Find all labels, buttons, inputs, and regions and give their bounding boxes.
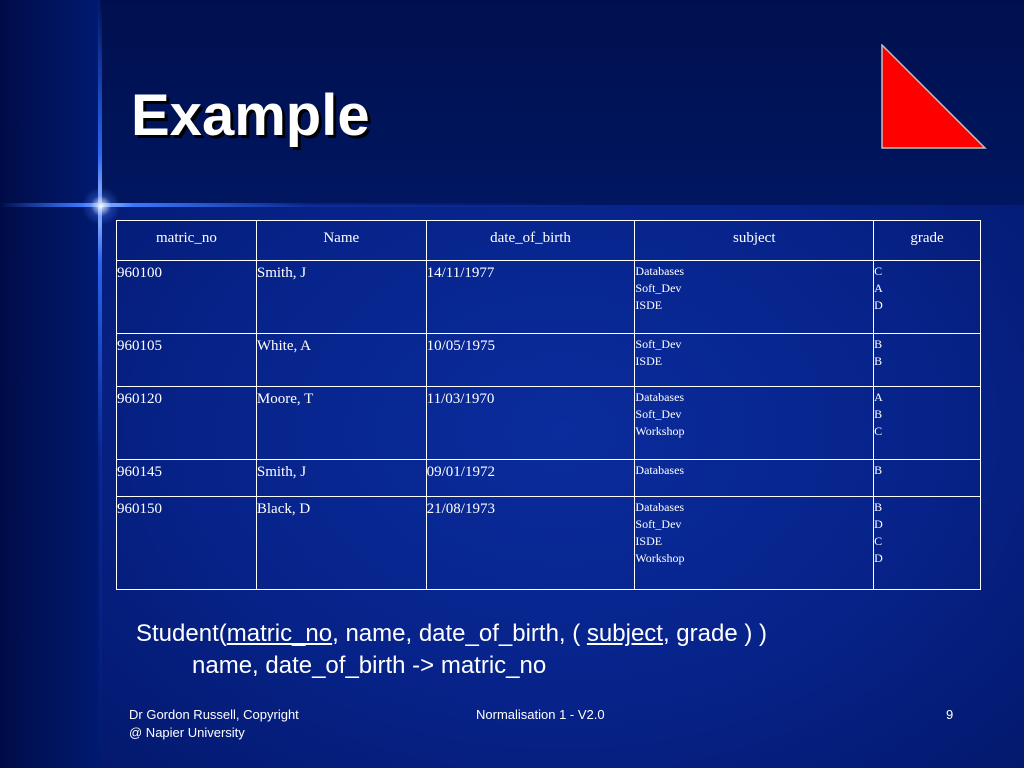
table-row <box>117 460 981 497</box>
subject-item: ISDE <box>635 534 663 548</box>
header-date-of-birth: date_of_birth <box>426 221 635 261</box>
footer-author-line2: @ Napier University <box>129 725 245 740</box>
cell-date-of-birth: 11/03/1970 <box>426 387 635 460</box>
subject-item: Databases <box>635 500 685 514</box>
grade-item: A <box>874 281 883 295</box>
cell-matric-no: 960145 <box>117 460 257 497</box>
cell-subjects <box>635 261 874 334</box>
grade-item: C <box>874 534 883 548</box>
subject-item: Databases <box>635 390 685 404</box>
cell-grades <box>874 497 981 590</box>
subject-item: ISDE <box>635 354 663 368</box>
subject-item: Soft_Dev <box>635 337 682 351</box>
red-triangle-icon <box>881 44 987 150</box>
table-row <box>117 261 981 334</box>
schema-key-subject: subject <box>586 620 663 647</box>
schema-suffix: , grade ) ) <box>662 620 768 647</box>
subject-item: Databases <box>635 264 685 278</box>
cell-matric-no: 960100 <box>117 261 257 334</box>
subject-item: Soft_Dev <box>635 407 682 421</box>
cell-name: Moore, T <box>256 387 426 460</box>
student-table <box>116 220 981 590</box>
cell-name: White, A <box>256 334 426 387</box>
cell-matric-no: 960150 <box>117 497 257 590</box>
footer-author <box>129 706 299 742</box>
cell-name: Smith, J <box>256 460 426 497</box>
grade-item: A <box>874 390 883 404</box>
footer-author-line1: Dr Gordon Russell, Copyright <box>129 707 299 722</box>
cell-date-of-birth: 09/01/1972 <box>426 460 635 497</box>
grade-item: B <box>874 354 883 368</box>
relation-schema <box>136 618 767 682</box>
cell-matric-no: 960105 <box>117 334 257 387</box>
cell-name: Black, D <box>256 497 426 590</box>
table-row <box>117 334 981 387</box>
horizontal-glow-line <box>0 203 1024 207</box>
page-number: 9 <box>946 707 954 722</box>
cell-subjects <box>635 497 874 590</box>
grade-item: B <box>874 463 883 477</box>
cell-date-of-birth: 21/08/1973 <box>426 497 635 590</box>
cell-date-of-birth: 14/11/1977 <box>426 261 635 334</box>
schema-key-matric-no: matric_no <box>226 620 333 647</box>
header-grade: grade <box>874 221 981 261</box>
cell-grades <box>874 460 981 497</box>
subject-item: Workshop <box>635 551 685 565</box>
cell-subjects <box>635 334 874 387</box>
grade-item: D <box>874 551 883 565</box>
cell-subjects <box>635 460 874 497</box>
grade-item: C <box>874 264 883 278</box>
cell-name: Smith, J <box>256 261 426 334</box>
schema-middle: , name, date_of_birth, ( <box>332 620 587 647</box>
grade-item: D <box>874 298 883 312</box>
subject-item: Workshop <box>635 424 685 438</box>
grade-item: D <box>874 517 883 531</box>
grade-item: C <box>874 424 883 438</box>
cell-matric-no: 960120 <box>117 387 257 460</box>
functional-dependency: name, date_of_birth -> matric_no <box>192 652 547 679</box>
cell-grades <box>874 261 981 334</box>
header-matric-no: matric_no <box>117 221 257 261</box>
table-header-row <box>117 221 981 261</box>
background-left-band <box>0 0 100 768</box>
cell-grades <box>874 387 981 460</box>
vertical-glow-line <box>98 0 102 768</box>
grade-item: B <box>874 337 883 351</box>
header-name: Name <box>256 221 426 261</box>
header-subject: subject <box>635 221 874 261</box>
cell-grades <box>874 334 981 387</box>
grade-item: B <box>874 407 883 421</box>
subject-item: ISDE <box>635 298 663 312</box>
table-row <box>117 387 981 460</box>
subject-item: Databases <box>635 463 685 477</box>
subject-item: Soft_Dev <box>635 281 682 295</box>
cell-subjects <box>635 387 874 460</box>
schema-line <box>136 618 767 650</box>
subject-item: Soft_Dev <box>635 517 682 531</box>
table-row <box>117 497 981 590</box>
footer-title: Normalisation 1 - V2.0 <box>476 707 605 722</box>
schema-prefix: Student( <box>136 620 227 647</box>
cell-date-of-birth: 10/05/1975 <box>426 334 635 387</box>
slide-title: Example <box>131 83 370 148</box>
grade-item: B <box>874 500 883 514</box>
